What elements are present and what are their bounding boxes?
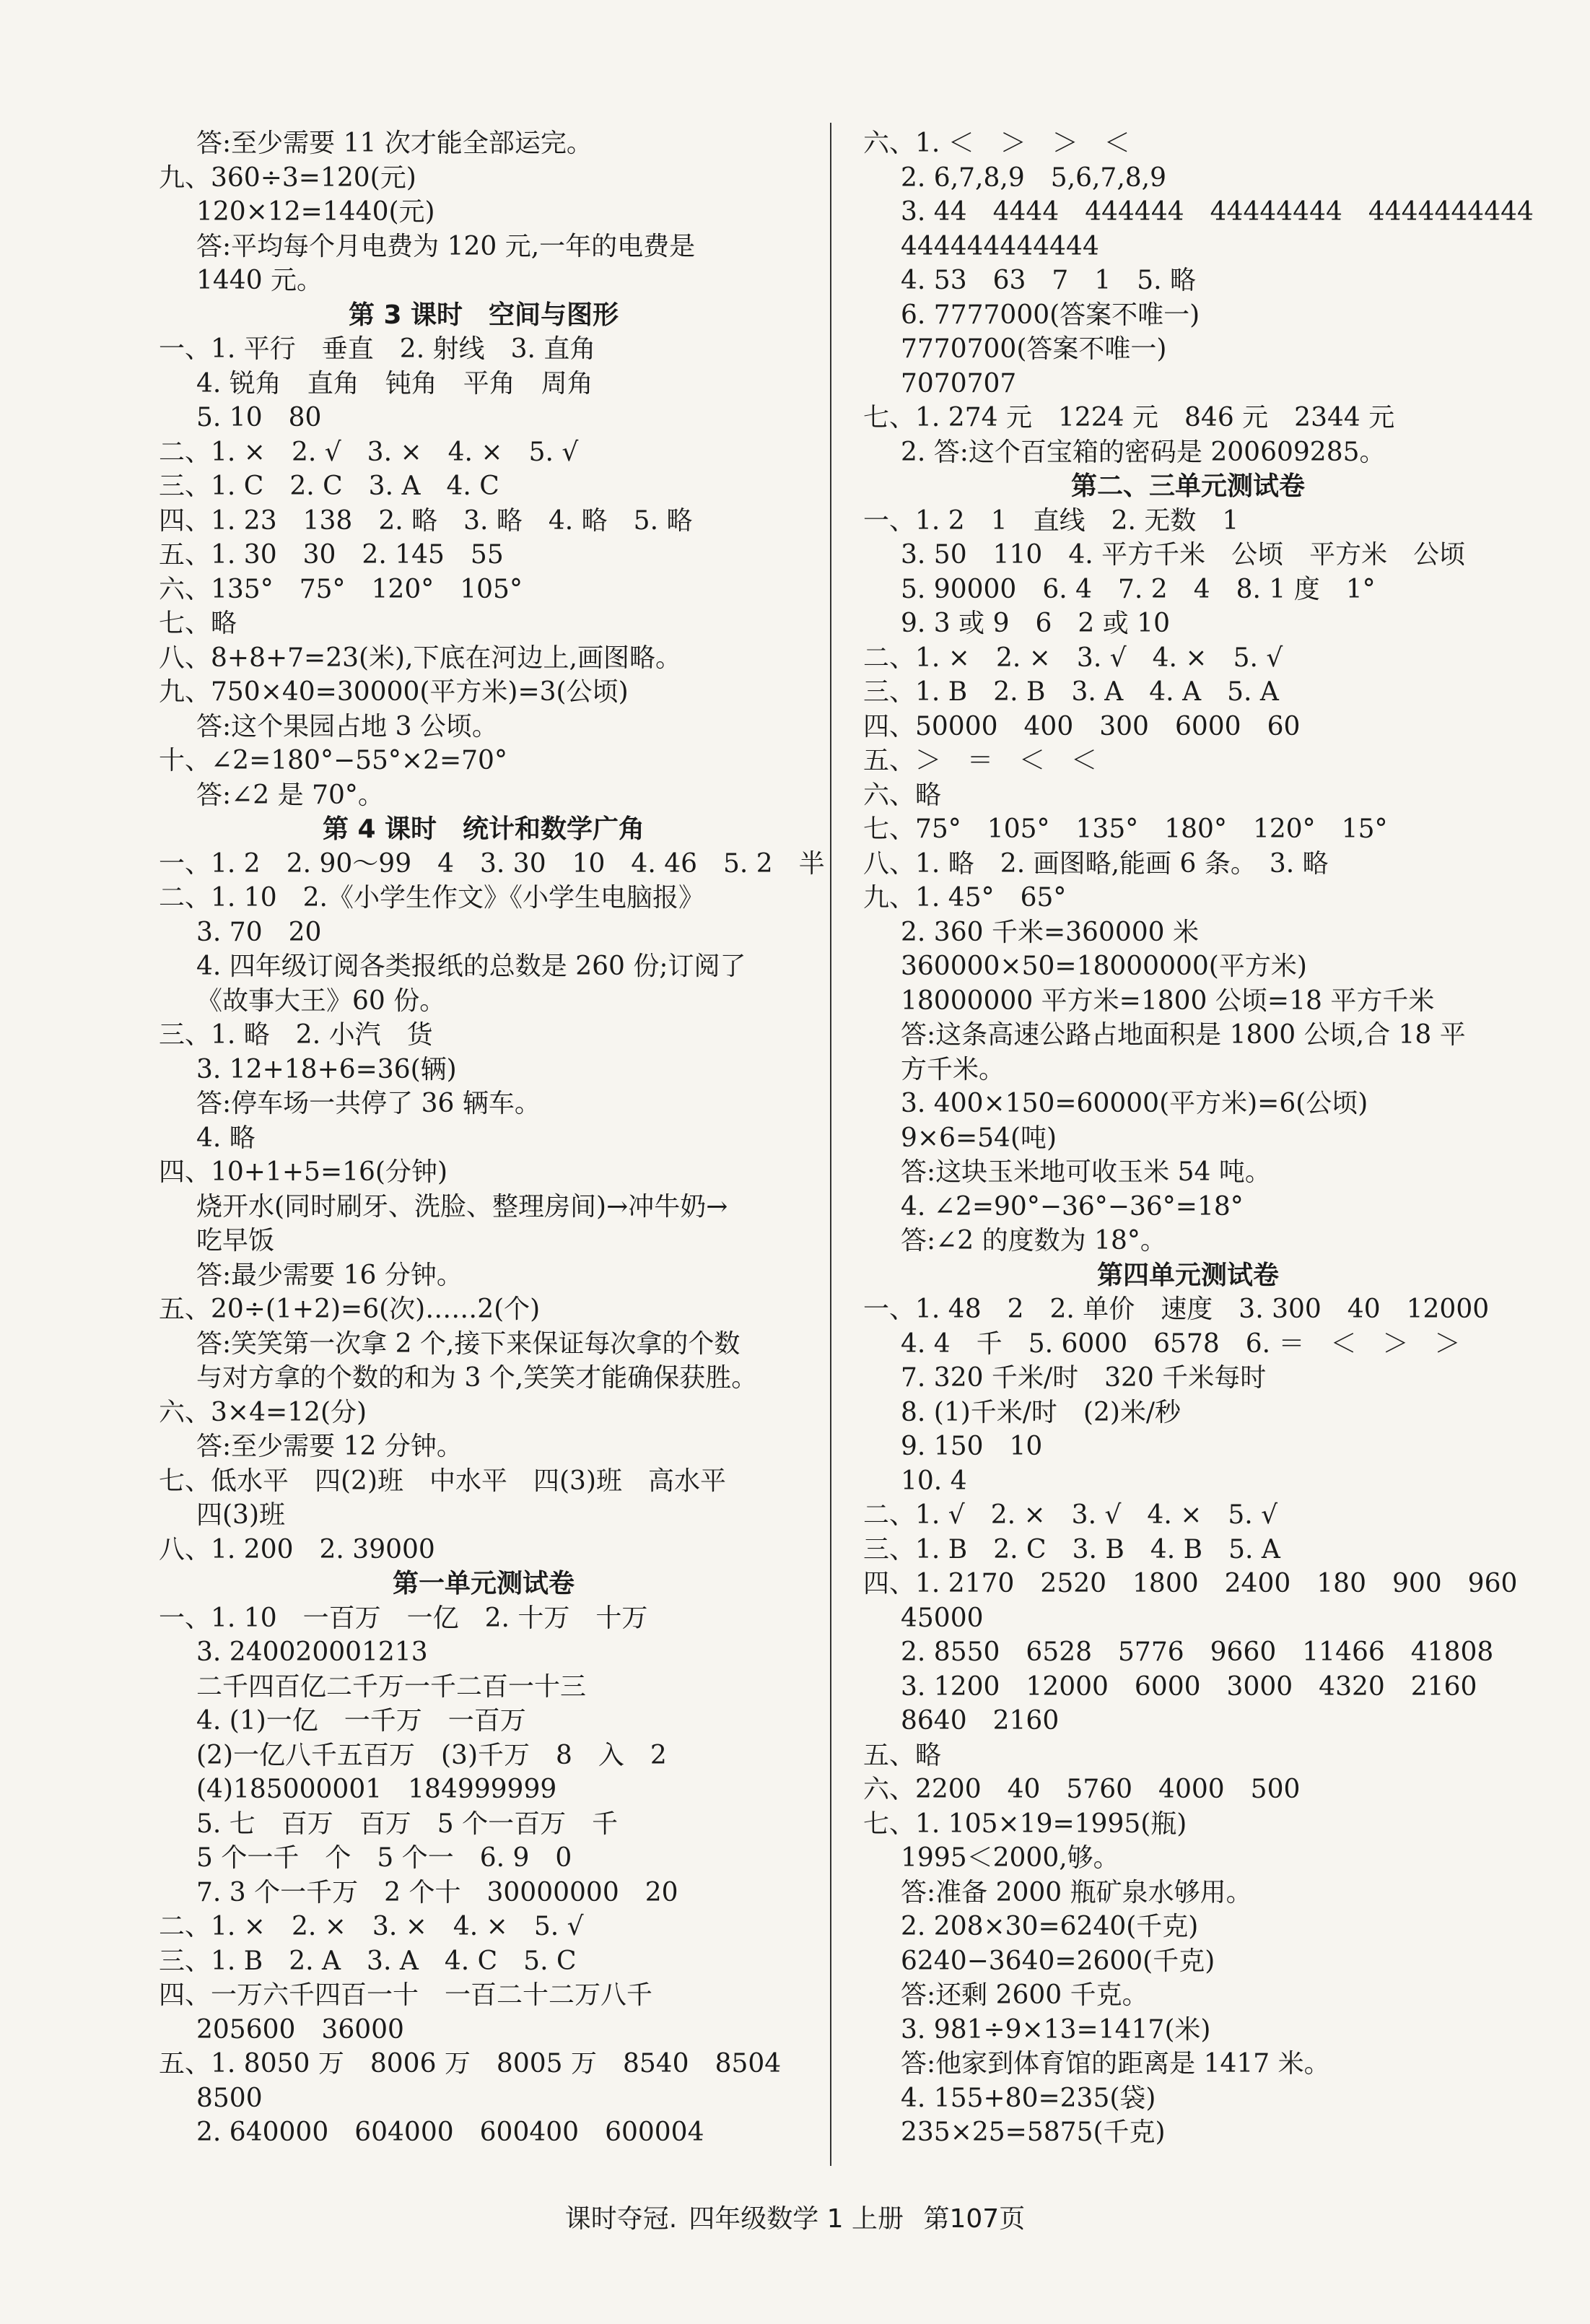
- answer-line: 2. 208×30=6240(千克): [901, 1912, 1199, 1941]
- answer-line: 3. 1200 12000 6000 3000 4320 2160: [901, 1671, 1477, 1702]
- answer-line: 答:这块玉米地可收玉米 54 吨。: [901, 1157, 1271, 1187]
- answer-line: 1440 元。: [196, 266, 323, 295]
- section-heading: 第 4 课时 统计和数学广角: [322, 814, 645, 844]
- answer-line: 答:还剩 2600 千克。: [901, 1980, 1148, 2010]
- answer-line: 235×25=5875(千克): [901, 2118, 1166, 2147]
- answer-line: 8500: [196, 2083, 263, 2113]
- answer-line: 3. 50 110 4. 平方千米 公顷 平方米 公顷: [901, 540, 1466, 570]
- answer-line: 18000000 平方米=1800 公顷=18 平方千米: [901, 985, 1435, 1016]
- answer-line: 答:平均每个月电费为 120 元,一年的电费是: [196, 231, 696, 261]
- answer-line: 6240−3640=2600(千克): [901, 1946, 1215, 1976]
- footer-page-number: 第107页: [923, 2204, 1026, 2234]
- answer-line: (2)一亿八千五百万 (3)千万 8 入 2: [196, 1740, 667, 1770]
- answer-line: 9×6=54(吨): [901, 1123, 1057, 1153]
- answer-line: 答:至少需要 12 分钟。: [196, 1432, 463, 1461]
- answer-line: 一、1. 48 2 2. 单价 速度 3. 300 40 12000: [863, 1294, 1490, 1324]
- answer-line: 七、低水平 四(2)班 中水平 四(3)班 高水平: [159, 1466, 726, 1496]
- answer-line: 5 个一千 个 5 个一 6. 9 0: [196, 1843, 572, 1873]
- right-column: [863, 126, 1534, 2150]
- answer-line: 4. 四年级订阅各类报纸的总数是 260 份;订阅了: [196, 952, 746, 981]
- answer-line: 一、1. 2 1 直线 2. 无数 1: [863, 505, 1239, 536]
- answer-line: 五、1. 30 30 2. 145 55: [159, 540, 504, 570]
- answer-line: 一、1. 10 一百万 一亿 2. 十万 十万: [159, 1603, 648, 1633]
- answer-line: 360000×50=18000000(平方米): [901, 952, 1307, 981]
- column-divider: [830, 123, 831, 2166]
- answer-line: 四、1. 2170 2520 1800 2400 180 900 960: [863, 1569, 1518, 1598]
- answer-line: 4. 53 63 7 1 5. 略: [901, 266, 1197, 295]
- answer-line: 5. 90000 6. 4 7. 2 4 8. 1 度 1°: [901, 574, 1376, 604]
- answer-line: 答:这个果园占地 3 公顷。: [196, 711, 498, 741]
- answer-line: 答:他家到体育馆的距离是 1417 米。: [901, 2049, 1330, 2079]
- answer-line: 八、8+8+7=23(米),下底在河边上,画图略。: [159, 643, 681, 673]
- answer-line: 五、20÷(1+2)=6(次)……2(个): [159, 1294, 541, 1324]
- answer-line: 二、1. × 2. × 3. × 4. × 5. √: [159, 1912, 584, 1941]
- answer-line: 四、1. 23 138 2. 略 3. 略 4. 略 5. 略: [159, 505, 693, 536]
- answer-line: 五、1. 8050 万 8006 万 8005 万 8540 8504: [159, 2049, 782, 2079]
- answer-line: 答:至少需要 11 次才能全部运完。: [196, 129, 593, 158]
- answer-line: 2. 640000 604000 600400 600004: [196, 2118, 704, 2147]
- answer-line: 4. 155+80=235(袋): [901, 2083, 1156, 2113]
- answer-line: 7070707: [901, 368, 1017, 399]
- answer-line: 五、＞ ＝ ＜ ＜: [863, 746, 1098, 775]
- answer-line: 答:这条高速公路占地面积是 1800 公顷,合 18 平: [901, 1020, 1466, 1050]
- answer-line: 3. 240020001213: [196, 1637, 428, 1667]
- answer-line: 7. 320 千米/时 320 千米每时: [901, 1363, 1267, 1393]
- answer-line: 3. 12+18+6=36(辆): [196, 1054, 457, 1084]
- answer-line: 答:停车场一共停了 36 辆车。: [196, 1089, 541, 1118]
- answer-line: 吃早饭: [196, 1226, 275, 1255]
- answer-line: 十、∠2=180°−55°×2=70°: [159, 746, 507, 775]
- answer-line: 2. 360 千米=360000 米: [901, 917, 1199, 947]
- answer-line: 六、3×4=12(分): [159, 1397, 367, 1427]
- answer-line: 九、750×40=30000(平方米)=3(公顷): [159, 677, 629, 707]
- answer-line: 八、1. 200 2. 39000: [159, 1534, 435, 1564]
- answer-line: 三、1. B 2. C 3. B 4. B 5. A: [863, 1534, 1280, 1564]
- answer-line: 二千四百亿二千万一千二百一十三: [196, 1671, 587, 1702]
- answer-line: 4. 略: [196, 1123, 255, 1153]
- answer-line: 9. 3 或 9 6 2 或 10: [901, 609, 1170, 638]
- section-heading: 第一单元测试卷: [392, 1569, 575, 1598]
- answer-line: 3. 70 20: [196, 917, 322, 947]
- answer-line: 七、75° 105° 135° 180° 120° 15°: [863, 814, 1388, 844]
- section-heading: 第 3 课时 空间与图形: [348, 300, 619, 330]
- footer-grade: 四年级数学 1 上册: [689, 2204, 904, 2234]
- answer-line: 答:∠2 是 70°。: [196, 780, 384, 810]
- answer-line: 3. 44 4444 444444 44444444 4444444444: [901, 197, 1534, 227]
- answer-line: 一、1. 平行 垂直 2. 射线 3. 直角: [159, 334, 596, 364]
- answer-line: 烧开水(同时刷牙、洗脸、整理房间)→冲牛奶→: [196, 1191, 728, 1222]
- answer-line: 2. 8550 6528 5776 9660 11466 41808: [901, 1637, 1494, 1667]
- answer-line: 《故事大王》60 份。: [196, 985, 446, 1016]
- page-footer: [0, 2198, 1590, 2235]
- answer-line: 与对方拿的个数的和为 3 个,笑笑才能确保获胜。: [196, 1363, 758, 1393]
- answer-line: 205600 36000: [196, 2014, 404, 2045]
- answer-line: 答:笑笑第一次拿 2 个,接下来保证每次拿的个数: [196, 1328, 741, 1359]
- answer-line: 9. 150 10: [901, 1432, 1043, 1461]
- section-heading: 第四单元测试卷: [1096, 1260, 1279, 1290]
- answer-line: 七、1. 105×19=1995(瓶): [863, 1809, 1187, 1839]
- answer-line: (4)185000001 184999999: [196, 1775, 557, 1804]
- answer-line: 六、2200 40 5760 4000 500: [863, 1775, 1301, 1804]
- answer-line: 六、135° 75° 120° 105°: [159, 574, 523, 604]
- answer-line: 4. 4 千 5. 6000 6578 6. ＝ ＜ ＞ ＞: [901, 1328, 1461, 1359]
- answer-line: 四、10+1+5=16(分钟): [159, 1157, 448, 1187]
- answer-line: 2. 6,7,8,9 5,6,7,8,9: [901, 162, 1167, 193]
- answer-line: 1995＜2000,够。: [901, 1843, 1119, 1873]
- answer-line: 三、1. B 2. A 3. A 4. C 5. C: [159, 1946, 577, 1976]
- answer-line: 一、1. 2 2. 90～99 4 3. 30 10 4. 46 5. 2 半: [159, 848, 825, 879]
- answer-line: 二、1. × 2. √ 3. × 4. × 5. √: [159, 437, 579, 467]
- answer-line: 45000: [901, 1603, 984, 1633]
- left-column: [159, 126, 825, 2150]
- answer-line: 3. 400×150=60000(平方米)=6(公顷): [901, 1089, 1368, 1118]
- answer-line: 3. 981÷9×13=1417(米): [901, 2014, 1211, 2045]
- answer-line: 四、50000 400 300 6000 60: [863, 711, 1301, 741]
- answer-line: 答:准备 2000 瓶矿泉水够用。: [901, 1877, 1252, 1907]
- answer-line: 九、1. 45° 65°: [863, 883, 1067, 913]
- answer-line: 六、略: [863, 780, 942, 810]
- answer-line: 5. 七 百万 百万 5 个一百万 千: [196, 1809, 619, 1839]
- answer-line: 答:∠2 的度数为 18°。: [901, 1226, 1166, 1255]
- answer-line: 四、一万六千四百一十 一百二十二万八千: [159, 1980, 653, 2010]
- answer-line: 答:最少需要 16 分钟。: [196, 1260, 463, 1290]
- section-heading: 第二、三单元测试卷: [1070, 471, 1305, 501]
- answer-line: 三、1. 略 2. 小汽 货: [159, 1020, 433, 1050]
- answer-line: 四(3)班: [196, 1500, 285, 1530]
- answer-line: 九、360÷3=120(元): [159, 162, 416, 193]
- answer-line: 7770700(答案不唯一): [901, 334, 1167, 364]
- answer-line: 三、1. B 2. B 3. A 4. A 5. A: [863, 677, 1279, 707]
- answer-line: 二、1. 10 2.《小学生作文》《小学生电脑报》: [159, 883, 704, 913]
- answer-line: 4. ∠2=90°−36°−36°=18°: [901, 1191, 1244, 1222]
- answer-line: 120×12=1440(元): [196, 197, 435, 227]
- answer-line: 8640 2160: [901, 1706, 1060, 1736]
- answer-line: 五、略: [863, 1740, 942, 1770]
- answer-line: 2. 答:这个百宝箱的密码是 200609285。: [901, 437, 1386, 467]
- answer-line: 4. (1)一亿 一千万 一百万: [196, 1706, 526, 1736]
- answer-line: 6. 7777000(答案不唯一): [901, 300, 1200, 330]
- footer-book-title: 课时夺冠.: [564, 2204, 678, 2234]
- answer-line: 七、1. 274 元 1224 元 846 元 2344 元: [863, 403, 1395, 432]
- answer-line: 二、1. √ 2. × 3. √ 4. × 5. √: [863, 1500, 1278, 1530]
- answer-line: 七、略: [159, 609, 237, 638]
- answer-line: 8. (1)千米/时 (2)米/秒: [901, 1397, 1181, 1427]
- answer-line: 4. 锐角 直角 钝角 平角 周角: [196, 368, 593, 399]
- answer-line: 八、1. 略 2. 画图略,能画 6 条。 3. 略: [863, 848, 1329, 879]
- answer-line: 7. 3 个一千万 2 个十 30000000 20: [196, 1877, 678, 1907]
- answer-line: 三、1. C 2. C 3. A 4. C: [159, 471, 499, 501]
- answer-line: 444444444444: [901, 231, 1099, 261]
- answer-line: 六、1. ＜ ＞ ＞ ＜: [863, 129, 1130, 158]
- answer-line: 5. 10 80: [196, 403, 322, 432]
- answer-line: 方千米。: [901, 1054, 1005, 1084]
- answer-line: 10. 4: [901, 1466, 967, 1496]
- answer-line: 二、1. × 2. × 3. √ 4. × 5. √: [863, 643, 1283, 673]
